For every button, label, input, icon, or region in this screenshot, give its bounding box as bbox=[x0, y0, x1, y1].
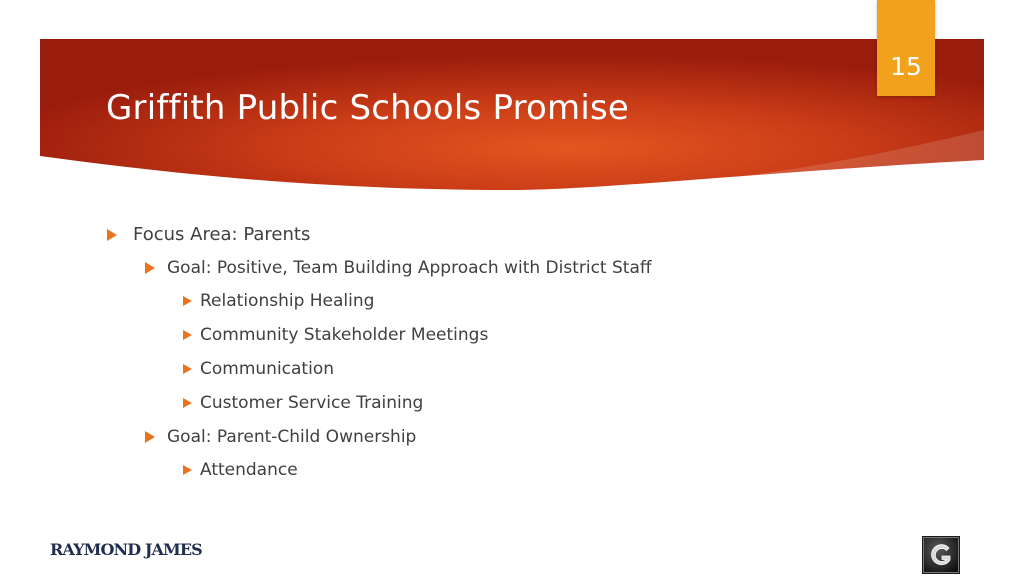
slide-title: Griffith Public Schools Promise bbox=[106, 88, 630, 128]
bullet-arrow-icon bbox=[183, 398, 192, 408]
list-item bbox=[183, 359, 334, 379]
griffith-g-logo-icon bbox=[922, 536, 960, 574]
list-item bbox=[183, 325, 488, 345]
bullet-text: Customer Service Training bbox=[200, 393, 424, 413]
list-item bbox=[145, 258, 652, 278]
list-item bbox=[183, 291, 374, 311]
bullet-text: Focus Area: Parents bbox=[133, 224, 311, 245]
bullet-text: Relationship Healing bbox=[200, 291, 375, 311]
list-item bbox=[145, 427, 416, 447]
bullet-arrow-icon bbox=[183, 296, 192, 306]
bullet-text: Goal: Parent-Child Ownership bbox=[167, 427, 417, 447]
list-item bbox=[183, 460, 298, 480]
bullet-text: Community Stakeholder Meetings bbox=[200, 325, 489, 345]
page-number: 15 bbox=[890, 52, 922, 81]
bullet-arrow-icon bbox=[183, 330, 192, 340]
list-item bbox=[107, 224, 310, 245]
raymond-james-logo: RAYMOND JAMES bbox=[50, 540, 202, 559]
bullet-arrow-icon bbox=[107, 229, 117, 241]
bullet-arrow-icon bbox=[183, 465, 192, 475]
list-item bbox=[183, 393, 423, 413]
bullet-text: Attendance bbox=[200, 460, 298, 480]
bullet-arrow-icon bbox=[183, 364, 192, 374]
bullet-text: Goal: Positive, Team Building Approach with District Staff bbox=[167, 258, 652, 278]
bullet-text: Communication bbox=[200, 359, 334, 379]
bullet-arrow-icon bbox=[145, 262, 155, 274]
bullet-arrow-icon bbox=[145, 431, 155, 443]
